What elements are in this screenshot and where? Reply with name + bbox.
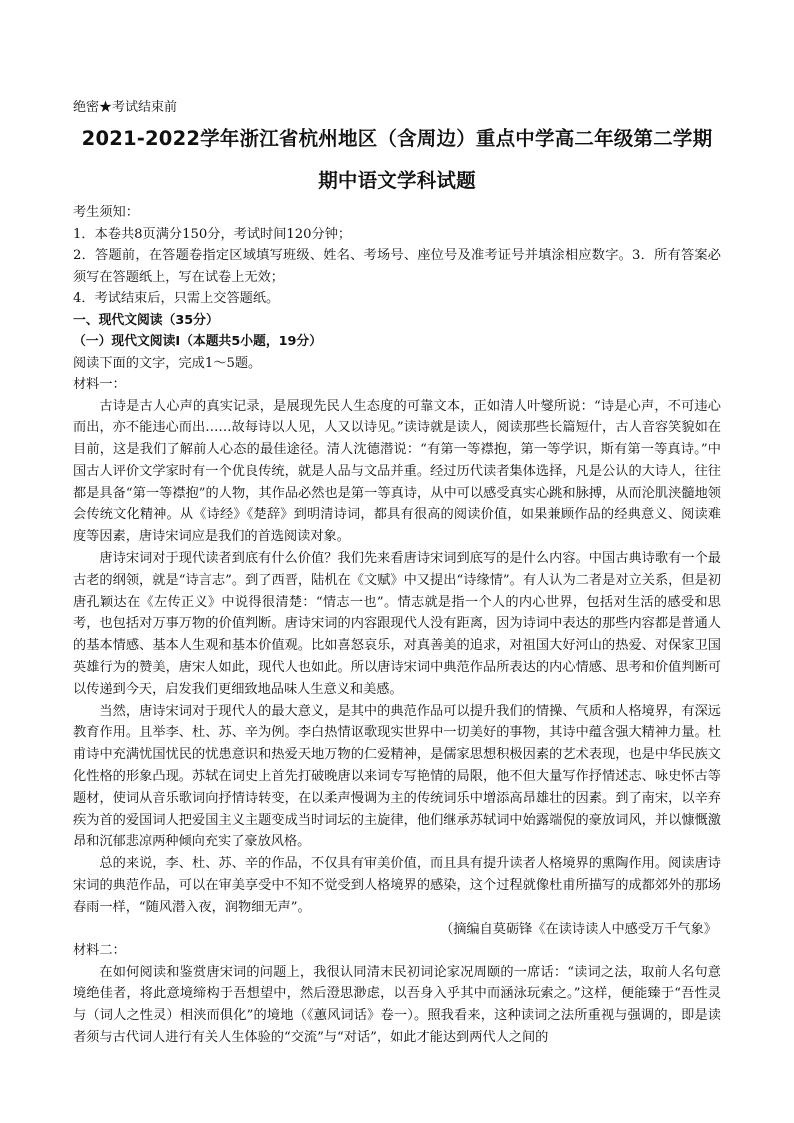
confidential-label: 绝密★考试结束前 <box>73 100 178 115</box>
notice-label: 考生须知： <box>73 205 139 220</box>
material-1-paragraph-4: 总的来说，李、杜、苏、辛的作品，不仅具有审美价值，而且具有提升读者人格境界的熏陶作用。阅读唐诗宋词的典范作品，可以在审美享受中不知不觉受到人格境界的感染，这个过程就像杜甫所描写的成都郊外的那场春雨一样，“随风潜入夜，润物细无声”。 <box>73 856 721 915</box>
reading-instruction: 阅读下面的文字，完成1～5题。 <box>73 355 262 371</box>
notice-item-1: 1．本卷共8页满分150分，考试时间120分钟； <box>73 226 352 242</box>
exam-title-line-2: 期中语文学科试题 <box>318 169 476 192</box>
material-1-paragraph-2: 唐诗宋词对于现代读者到底有什么价值？我们先来看唐诗宋词到底写的是什么内容。中国古典诗歌有一个最古老的纲领，就是“诗言志”。到了西晋，陆机在《文赋》中又提出“诗缘情”。有人认为二者是对立关系，但是初唐孔颖达在《左传正义》中说得很清楚：“情志一也”。情志就是指一个人的内心世界，包括对生活的感受和思考，也包括对万事万物的价值判断。唐诗宋词的内容跟现代人没有距离，因为诗词中表达的那些内容都是普通人的基本情感、基本人生观和基本价值观。比如喜怒哀乐，对真善美的追求，对祖国大好河山的热爱、对保家卫国英雄行为的赞美，唐宋人如此，现代人也如此。所以唐诗宋词中典范作品所表达的内心情感、思考和价值判断可以传递到今天，启发我们更细致地品味人生意义和美感。 <box>73 551 721 697</box>
section-sub-heading: （一）现代文阅读Ⅰ（本题共5小题，19分） <box>73 334 323 349</box>
material-1-paragraph-1: 古诗是古人心声的真实记录，是展现先民人生态度的可靠文本，正如清人叶燮所说：“诗是心声，不可违心而出，亦不能违心而出……故每诗以人见，人又以诗见。”读诗就是读人，阅读那些长篇短什，古人音容笑貌如在目前，这是我们了解前人心态的最佳途径。清人沈德潜说：“有第一等襟抱，第一等学识，斯有第一等真诗。”中国古人评价文学家时有一个优良传统，就是人品与文品并重。经过历代读者集体选择，凡是公认的大诗人，往往都是具备“第一等襟抱”的人物，其作品必然也是第一等真诗，从中可以感受真实心跳和脉搏，从而沦肌浃髓地领会传统文化精神。从《诗经》《楚辞》到明清诗词，都具有很高的阅读价值，如果兼顾作品的经典意义、阅读难度等因素，唐诗宋词应是我们的首选阅读对象。 <box>73 398 721 545</box>
notice-item-4: 4．考试结束后，只需上交答题纸。 <box>73 291 280 306</box>
material-2-paragraph-1: 在如何阅读和鉴赏唐宋词的问题上，我很认同清末民初词论家况周颐的一席话：“读词之法，取前人名句意境绝佳者，将此意境缔构于吾想望中，然后澄思渺虑，以吾身入乎其中而涵泳玩索之。”这样，便能臻于“吾性灵与（词人之性灵）相浃而俱化”的境地（《蕙风词话》卷一）。照我看来，这种读词之法所重视与强调的，即是读者须与古代词人进行有关人生体验的“交流”与“对话”，如此才能达到两代人之间的 <box>73 964 721 1046</box>
exam-title-line-1: 2021-2022学年浙江省杭州地区（含周边）重点中学高二年级第二学期 <box>81 127 713 150</box>
material-1-source: （摘编自莫砺锋《在读诗读人中感受万千气象》 <box>440 921 717 937</box>
material-1-paragraph-3: 当然，唐诗宋词对于现代人的最大意义，是其中的典范作品可以提升我们的情操、气质和人格境界，有深远教育作用。且举李、杜、苏、辛为例。李白热情讴歌现实世界中一切美好的事物，其诗中蕴含强大精神力量。杜甫诗中充满忧国忧民的忧患意识和热爱天地万物的仁爱精神，是儒家思想积极因素的艺术表现，也是中华民族文化性格的形象凸现。苏轼在词史上首先打破晚唐以来词专写艳情的局限，他不但大量写作抒情述志、咏史怀古等题材，使词从音乐歌词向抒情诗转变，在以柔声慢调为主的传统词乐中增添高昂雄壮的因素。到了南宋，以辛弃疾为首的爱国词人把爱国主义主题变成当时词坛的主旋律，他们继承苏轼词中始露端倪的豪放词风，并以慷慨激昂和沉郁悲凉两种倾向充实了豪放风格。 <box>73 703 721 850</box>
notice-item-2: 2．答题前，在答题卷指定区域填写班级、姓名、考场号、座位号及准考证号并填涂相应数字。3．所有答案必须写在答题纸上，写在试卷上无效； <box>73 248 721 285</box>
material-2-label: 材料二： <box>73 943 126 959</box>
section-heading: 一、现代文阅读（35分） <box>73 312 219 328</box>
exam-page <box>73 98 721 1049</box>
material-1-label: 材料一： <box>73 377 126 392</box>
